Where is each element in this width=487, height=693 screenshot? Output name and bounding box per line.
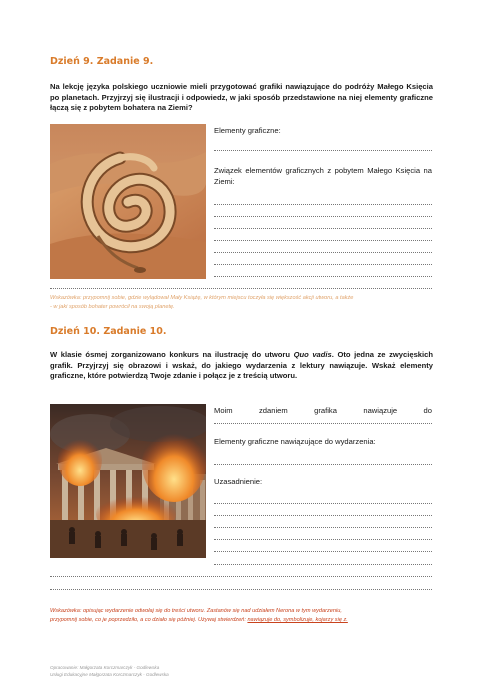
day9-hint-line1: Wskazówka: przypomnij sobie, gdzie wylądował Mały Książę, w którym miejscu toczyła się większość akcji utworu, a także (50, 295, 354, 301)
answer-line[interactable] (214, 515, 432, 516)
day10-label-justification: Uzasadnienie: (214, 477, 263, 486)
answer-line[interactable] (214, 464, 432, 465)
day10-hint-line1: Wskazówka: opisując wydarzenie odwołaj się do treści utworu. Zastanów się nad udziałem Nerona w tym wydarzeniu, (50, 608, 342, 614)
answer-line[interactable] (214, 252, 432, 253)
day9-task: Na lekcję języka polskiego uczniowie mieli przygotować grafiki nawiązujące do podróży Małego Księcia po planetach. Przyjrzyj się ilustracji i odpowiedz, w jaki sposób przedstawione na niej elementy graficzne łączą się z pobytem bohatera na Ziemi? (50, 82, 433, 112)
day10-task-part2: . Oto jedna ze zwycięskich grafik. Przyjrzyj się obrazowi i wskaż, do jakiego wydarzenia z lektury nawiązuje. Wskaż elementy graficzne, które potwierdzą Twoje zdanie i połącz je z treścią utworu. (50, 350, 434, 380)
answer-line[interactable] (214, 228, 432, 229)
day9-heading: Dzień 9. Zadanie 9. (50, 56, 154, 67)
answer-line[interactable] (214, 503, 432, 504)
burning-city-image (50, 404, 206, 558)
day10-label-opinion: Moim zdaniem grafika nawiązuje do (214, 406, 432, 415)
desert-snake-image (50, 124, 206, 279)
answer-line[interactable] (214, 204, 432, 205)
day10-heading: Dzień 10. Zadanie 10. (50, 326, 167, 337)
answer-line[interactable] (214, 216, 432, 217)
answer-line[interactable] (214, 150, 432, 151)
answer-line[interactable] (214, 551, 432, 552)
answer-line[interactable] (214, 276, 432, 277)
answer-line[interactable] (50, 589, 432, 590)
day9-label-elements: Elementy graficzne: (214, 126, 281, 135)
answer-line[interactable] (214, 240, 432, 241)
answer-line[interactable] (214, 264, 432, 265)
day10-task-title: Quo vadis (293, 350, 332, 359)
day10-hint-keywords: nawiązuje do, symbolizuje, kojarzy się z. (247, 617, 348, 623)
day9-label-connection: Związek elementów graficznych z pobytem Małego Księcia na Ziemi: (214, 166, 432, 186)
answer-line[interactable] (214, 527, 432, 528)
answer-line[interactable] (214, 423, 432, 424)
day10-hint-line2-text: przypomnij sobie, co je poprzedziło, a co działo się później. Używaj stwierdzeń: (50, 617, 248, 623)
answer-line[interactable] (214, 564, 432, 565)
day10-hint-line2 (50, 616, 435, 624)
footer-author: Opracowanie: Małgorzata Korczmarczyk - Godlewska (50, 665, 160, 670)
day9-hint-line2: - w jaki sposób bohater powrócił na swoją planetę. (50, 304, 175, 310)
footer-company: Usługi Edukacyjne Małgorzata Korczmarczyk - Godlewska (50, 672, 169, 677)
answer-line[interactable] (50, 288, 432, 289)
answer-line[interactable] (214, 539, 432, 540)
day10-label-elements: Elementy graficzne nawiązujące do wydarzenia: (214, 437, 376, 446)
answer-line[interactable] (50, 576, 432, 577)
day10-task (50, 350, 433, 382)
day10-task-part1: W klasie ósmej zorganizowano konkurs na ilustrację do utworu (50, 350, 294, 359)
